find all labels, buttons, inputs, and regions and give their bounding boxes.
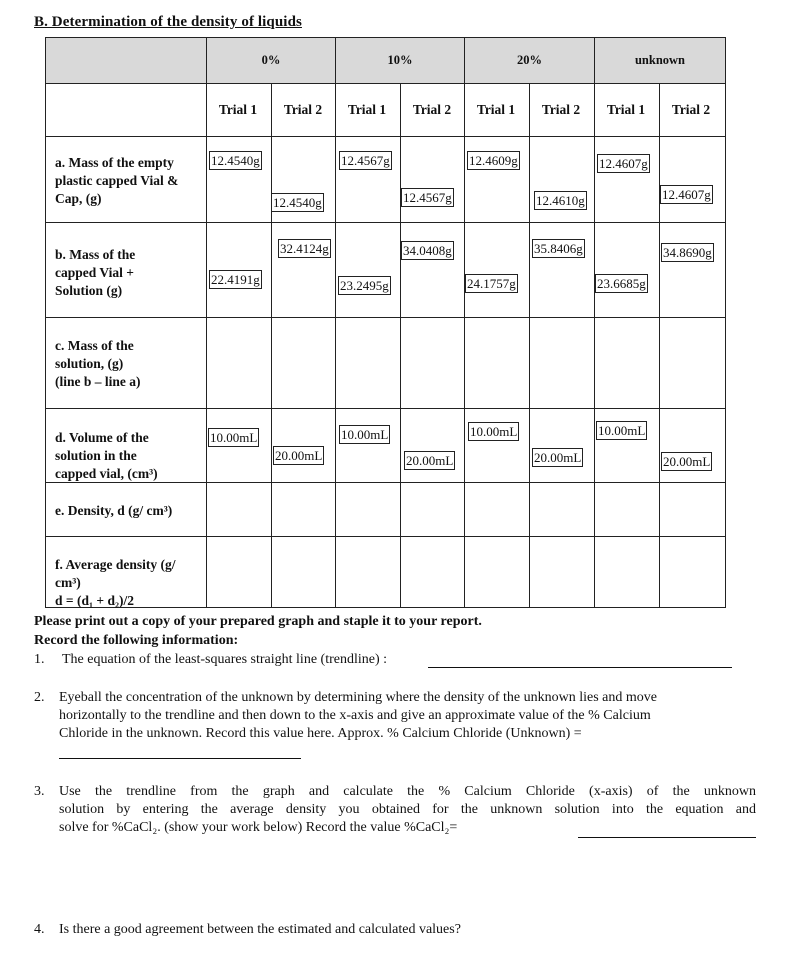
grid-col-6 [529,83,595,608]
question-3-answer-line[interactable] [578,837,756,838]
question-4-text: Is there a good agreement between the estimated and calculated values? [59,922,461,937]
value-box[interactable]: 35.8406g [534,241,583,256]
value-box[interactable]: 20.00mL [534,450,582,465]
value-box[interactable]: 24.1757g [467,276,516,291]
value-box[interactable]: 23.6685g [597,276,646,291]
value-box[interactable]: 10.00mL [341,427,389,442]
value-box[interactable]: 12.4607g [662,187,711,202]
group-label-0pct: 0% [261,53,281,67]
row-b-label: b. Mass of the capped Vial + Solution (g) [55,247,136,298]
grid-col-8 [659,83,726,608]
question-2-answer-line[interactable] [59,758,301,759]
question-3-text: Use the trendline from the graph and calculate the % Calcium Chloride (x-axis) of the unknown solution by entering the average density you obtained for the unknown solution into the equation and solve for %CaCl₂. (show your work below) Record the value %CaCl₂= [59,784,756,835]
value-box[interactable]: 12.4540g [211,153,260,168]
group-label-10pct: 10% [387,53,413,67]
trial-header: Trial 1 [606,102,646,117]
grid-row-divider [206,408,726,409]
grid-row-divider [206,482,726,483]
trial-header: Trial 1 [476,102,516,117]
grid-row-divider [206,536,726,537]
value-box[interactable]: 10.00mL [470,424,518,439]
question-1-answer-line[interactable] [428,667,732,668]
value-box[interactable]: 10.00mL [210,430,258,445]
value-box[interactable]: 12.4540g [273,195,322,210]
group-label-20pct: 20% [517,53,542,67]
row-e-label: e. Density, d (g/ cm³) [55,503,173,518]
trial-header: Trial 1 [347,102,387,117]
grid-row-divider [206,136,726,137]
grid-row-divider [206,222,726,223]
record-note: Record the following information: [34,633,239,648]
row-f-label: f. Average density (g/ cm³) d = (d₁ + d₂)/2 [55,557,176,608]
value-box[interactable]: 20.00mL [406,453,454,468]
question-1-number: 1. [34,652,45,667]
row-a-label: a. Mass of the empty plastic capped Vial & Cap, (g) [55,155,179,206]
trial-header: Trial 2 [283,102,323,117]
value-box[interactable]: 22.4191g [211,272,260,287]
value-box[interactable]: 20.00mL [275,448,323,463]
value-box[interactable]: 12.4609g [469,153,518,168]
trial-header: Trial 2 [671,102,711,117]
trial-header: Trial 2 [412,102,452,117]
question-2-number: 2. [34,690,45,705]
question-1-text: The equation of the least-squares straight line (trendline) : [62,652,388,667]
value-box[interactable]: 20.00mL [663,454,711,469]
value-box[interactable]: 34.0408g [403,243,452,258]
group-label-unknown: unknown [634,53,686,67]
grid-row-divider [206,317,726,318]
trial-header-label-cell [45,83,207,137]
value-box[interactable]: 32.4124g [280,241,329,256]
value-box[interactable]: 34.8690g [663,245,712,260]
row-d-label: d. Volume of the solution in the capped vial, (cm³) [55,430,158,481]
value-box[interactable]: 10.00mL [598,423,646,438]
value-box[interactable]: 12.4567g [403,190,452,205]
question-3-number: 3. [34,784,45,799]
value-box[interactable]: 12.4567g [341,153,390,168]
grid-col-2 [271,83,336,608]
grid-col-4 [400,83,465,608]
value-box[interactable]: 12.4607g [599,156,648,171]
row-c-label: c. Mass of the solution, (g) (line b – line a) [55,338,141,389]
print-note: Please print out a copy of your prepared graph and staple it to your report. [34,614,482,629]
trial-header: Trial 1 [218,102,258,117]
question-2-text: Eyeball the concentration of the unknown by determining where the density of the unknown lies and move horizontally to the trendline and then down to the x-axis and give an approximate value of the % Calcium Chloride in the unknown. Record this value here. Approx. % Calcium Chloride (Unknown) = [59,690,657,741]
value-box[interactable]: 23.2495g [340,278,389,293]
header-corner-cell [45,37,207,84]
trial-header: Trial 2 [541,102,581,117]
question-4-number: 4. [34,922,45,937]
value-box[interactable]: 12.4610g [536,193,585,208]
section-title: B. Determination of the density of liquids [34,14,302,30]
